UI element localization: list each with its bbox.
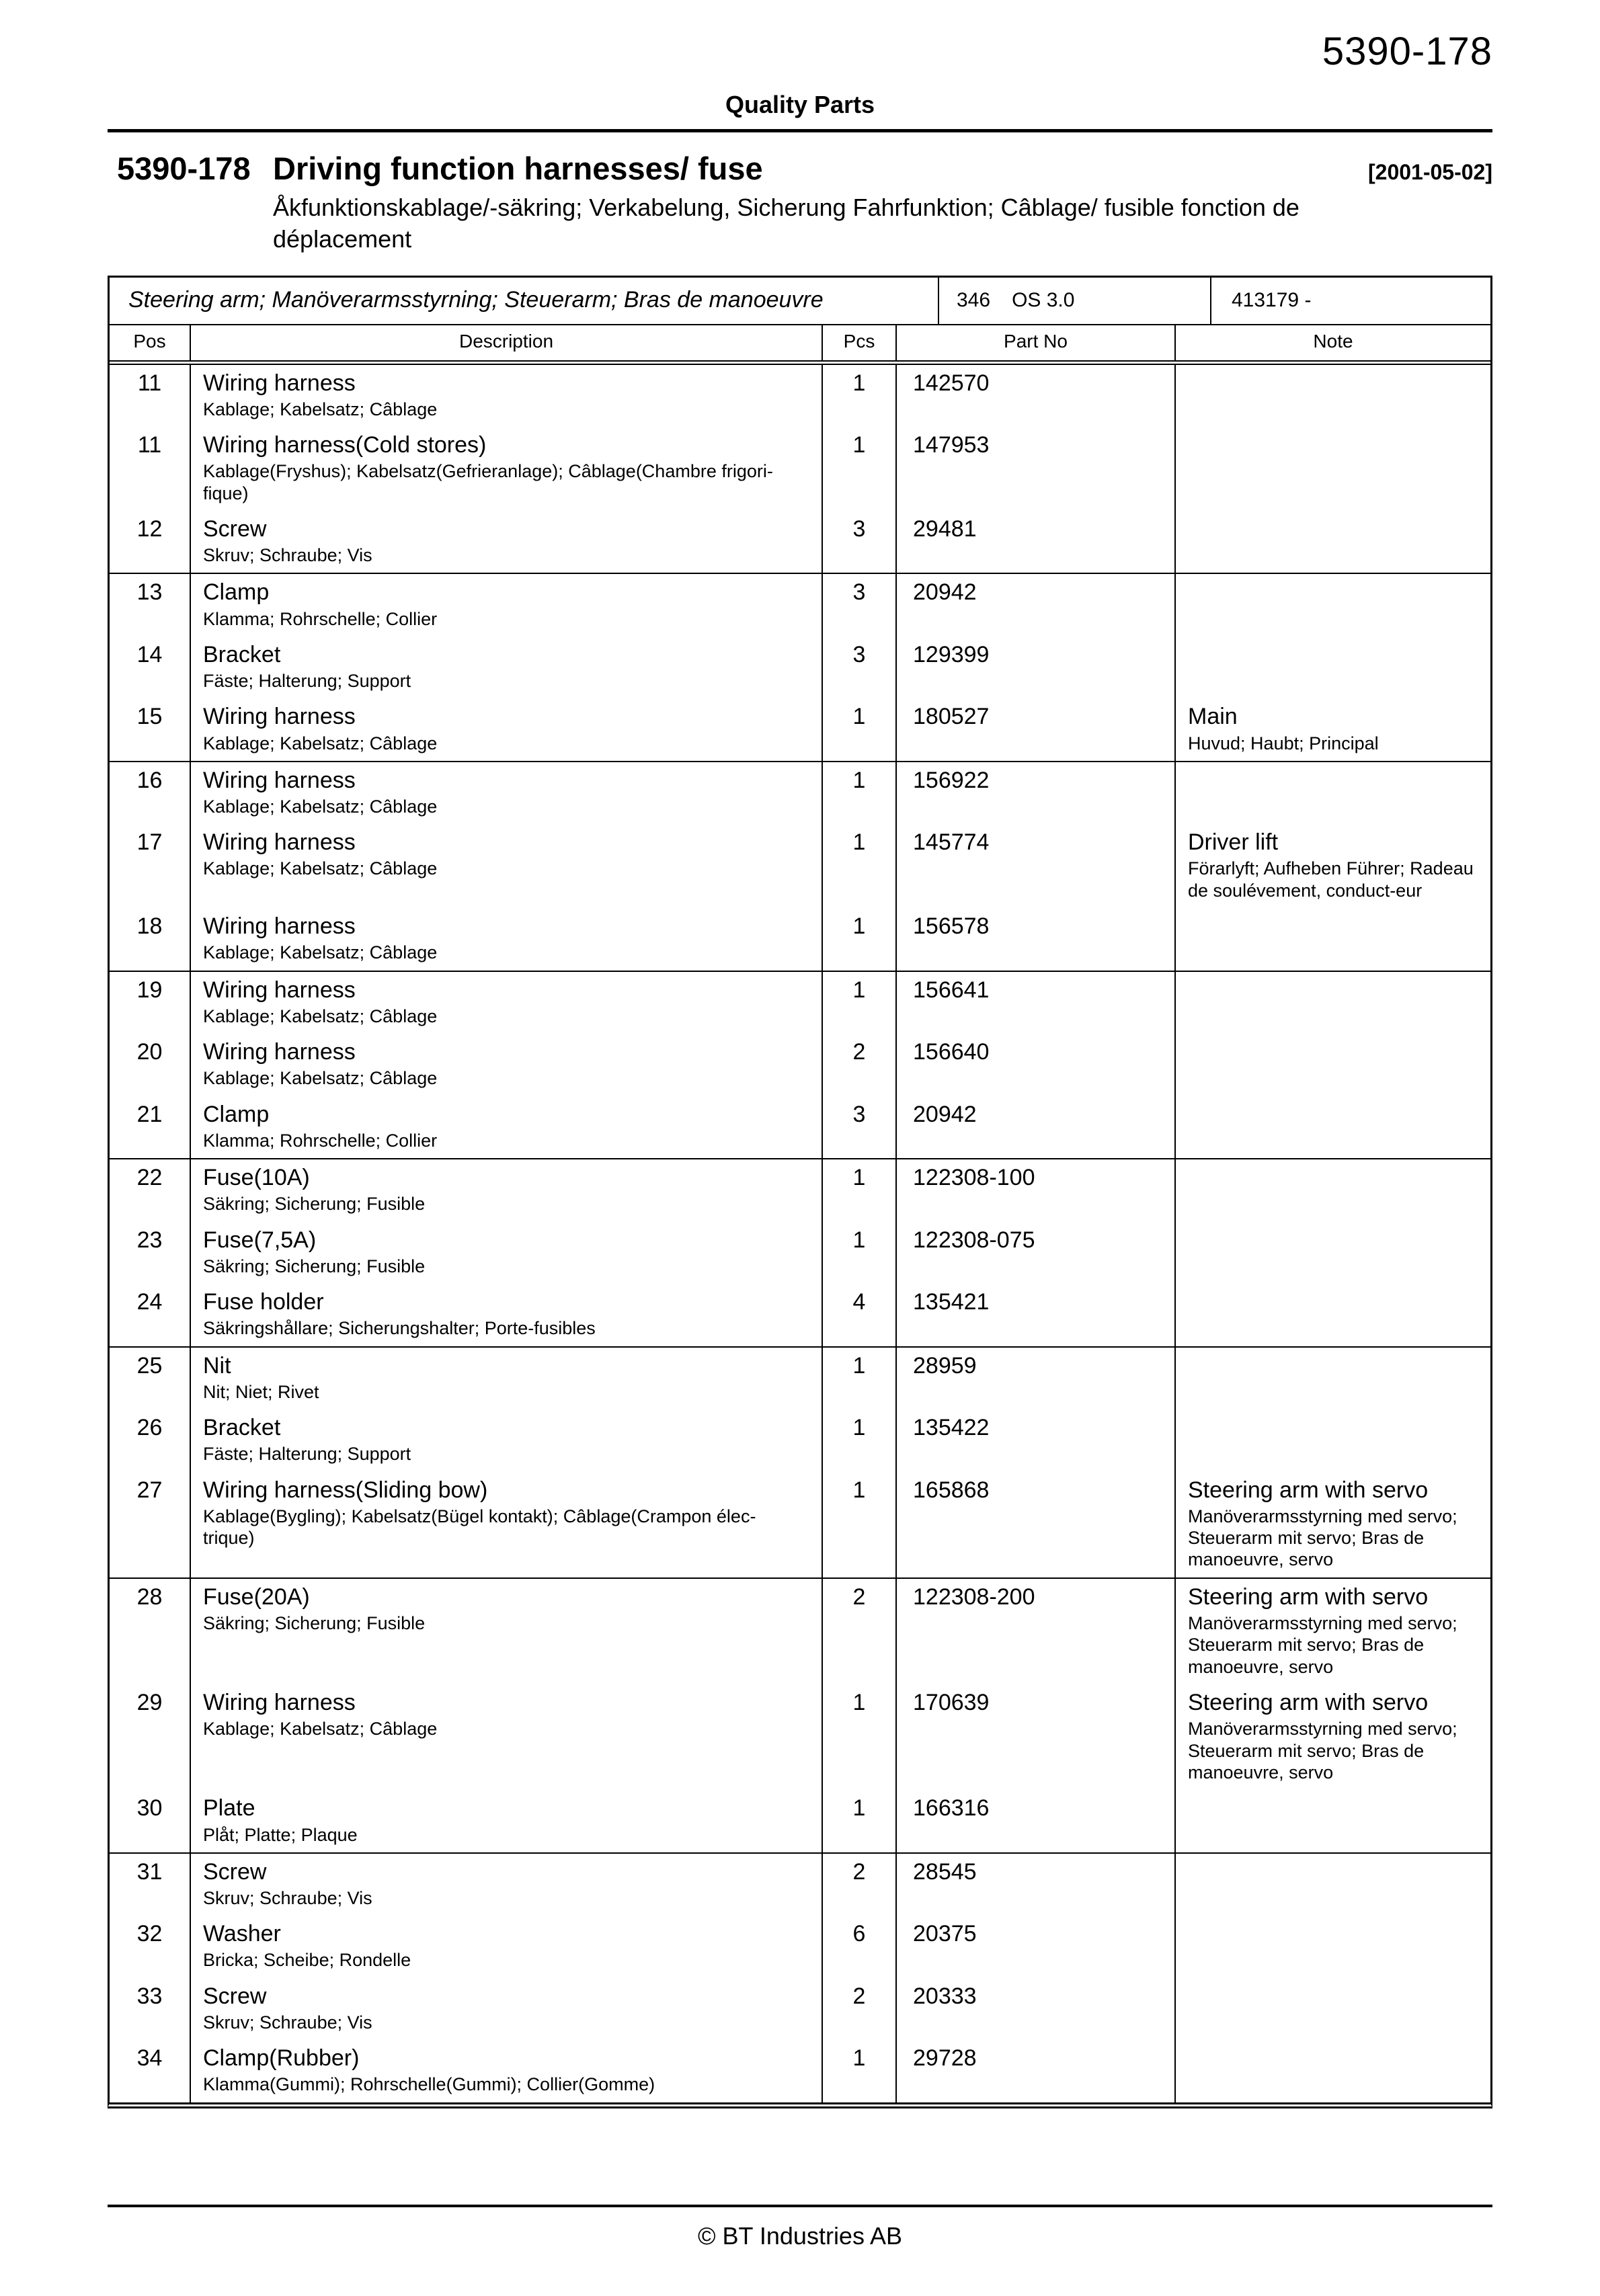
table-row	[110, 1978, 1490, 2040]
part-no-cell: 147953	[896, 427, 1175, 511]
pos-cell: 25	[110, 1347, 190, 1409]
description-subtext: Kablage; Kabelsatz; Câblage	[203, 796, 438, 817]
note-subtext: Manöverarmsstyrning med servo; Steuerarm mit servo; Bras de manoeuvre, servo	[1188, 1612, 1457, 1677]
table-row	[110, 762, 1490, 824]
description-text: Wiring harness	[203, 1039, 356, 1065]
table-row	[110, 971, 1490, 1034]
description-text: Wiring harness	[203, 1690, 356, 1716]
pcs-cell: 2	[822, 1034, 896, 1096]
pcs-cell: 1	[822, 1790, 896, 1852]
note-text: Steering arm with servo	[1188, 1477, 1429, 1503]
pos-cell: 19	[110, 971, 190, 1034]
table-row	[110, 1578, 1490, 1684]
note-cell	[1175, 824, 1490, 908]
pos-cell: 22	[110, 1159, 190, 1221]
pos-cell: 34	[110, 2040, 190, 2102]
description-subtext: Fäste; Halterung; Support	[203, 671, 411, 692]
pcs-cell: 1	[822, 1472, 896, 1578]
parts-table	[110, 325, 1490, 2102]
pcs-cell: 2	[822, 1853, 896, 1916]
pos-cell: 18	[110, 908, 190, 971]
description-text: Wiring harness	[203, 704, 356, 730]
parts-group	[110, 362, 1490, 573]
note-subtext: Manöverarmsstyrning med servo; Steuerarm mit servo; Bras de manoeuvre, servo	[1188, 1719, 1457, 1783]
description-subtext: Säkringshållare; Sicherungshalter; Porte-fusibles	[203, 1318, 596, 1339]
part-no-cell: 122308-100	[896, 1159, 1175, 1221]
description-subtext: Skruv; Schraube; Vis	[203, 1887, 372, 1908]
description-cell	[190, 362, 822, 427]
doc-number-top-right: 5390-178	[1322, 30, 1492, 73]
pos-cell: 17	[110, 824, 190, 908]
description-cell	[190, 573, 822, 636]
pos-cell: 32	[110, 1916, 190, 1977]
note-cell	[1175, 1978, 1490, 2040]
description-cell	[190, 1034, 822, 1096]
description-subtext: Kablage(Bygling); Kabelsatz(Bügel kontakt); Câblage(Crampon élec-trique)	[203, 1506, 756, 1549]
part-no-cell: 20375	[896, 1916, 1175, 1977]
pcs-cell: 1	[822, 698, 896, 761]
part-no-cell: 135422	[896, 1409, 1175, 1471]
description-subtext: Plåt; Platte; Plaque	[203, 1824, 358, 1845]
table-row	[110, 1472, 1490, 1578]
note-cell	[1175, 1284, 1490, 1346]
table-row	[110, 1096, 1490, 1159]
table-row	[110, 511, 1490, 573]
pcs-cell: 3	[822, 573, 896, 636]
part-no-cell: 142570	[896, 362, 1175, 427]
model-number: 346	[957, 289, 991, 312]
parts-group	[110, 1159, 1490, 1346]
table-row	[110, 698, 1490, 761]
description-subtext: Kablage(Fryshus); Kabelsatz(Gefrieranlage); Câblage(Chambre frigori-fique)	[203, 461, 773, 503]
pcs-cell: 1	[822, 1347, 896, 1409]
pcs-cell: 1	[822, 971, 896, 1034]
part-no-cell: 170639	[896, 1684, 1175, 1790]
note-cell	[1175, 637, 1490, 698]
page-subtitle: Åkfunktionskablage/-säkring; Verkabelung, Sicherung Fahrfunktion; Câblage/ fusible fonction de déplacement	[273, 194, 1299, 253]
part-no-cell: 20942	[896, 573, 1175, 636]
pcs-cell: 1	[822, 1684, 896, 1790]
parts-group	[110, 573, 1490, 761]
table-row	[110, 427, 1490, 511]
description-cell	[190, 1284, 822, 1346]
description-text: Fuse(20A)	[203, 1584, 310, 1610]
table-row	[110, 1222, 1490, 1284]
description-text: Fuse(10A)	[203, 1165, 310, 1191]
description-subtext: Säkring; Sicherung; Fusible	[203, 1612, 426, 1633]
description-cell	[190, 511, 822, 573]
note-cell	[1175, 1409, 1490, 1471]
column-header-row	[110, 325, 1490, 363]
part-no-cell: 165868	[896, 1472, 1175, 1578]
description-subtext: Bricka; Scheibe; Rondelle	[203, 1950, 411, 1971]
note-cell	[1175, 427, 1490, 511]
description-subtext: Nit; Niet; Rivet	[203, 1381, 319, 1402]
pcs-cell: 1	[822, 762, 896, 824]
description-cell	[190, 1684, 822, 1790]
parts-group	[110, 971, 1490, 1159]
description-text: Nit	[203, 1352, 231, 1379]
description-subtext: Kablage; Kabelsatz; Câblage	[203, 1719, 438, 1739]
description-subtext: Kablage; Kabelsatz; Câblage	[203, 399, 438, 419]
page-title: Driving function harnesses/ fuse	[273, 151, 763, 186]
description-text: Wiring harness	[203, 370, 356, 396]
description-cell	[190, 1916, 822, 1977]
description-text: Plate	[203, 1795, 255, 1821]
title-row	[108, 150, 1492, 187]
note-subtext: Huvud; Haubt; Principal	[1188, 733, 1379, 753]
pcs-cell: 3	[822, 1096, 896, 1159]
parts-group	[110, 762, 1490, 971]
description-subtext: Skruv; Schraube; Vis	[203, 2012, 372, 2033]
note-cell	[1175, 2040, 1490, 2102]
pos-cell: 24	[110, 1284, 190, 1346]
description-subtext: Klamma; Rohrschelle; Collier	[203, 1130, 438, 1151]
description-subtext: Skruv; Schraube; Vis	[203, 545, 372, 566]
description-text: Wiring harness	[203, 913, 356, 940]
description-subtext: Kablage; Kabelsatz; Câblage	[203, 858, 438, 879]
pcs-cell: 1	[822, 908, 896, 971]
col-header-note: Note	[1175, 325, 1490, 363]
revision-date: [2001-05-02]	[1368, 160, 1492, 184]
description-text: Wiring harness	[203, 829, 356, 856]
part-no-cell: 28545	[896, 1853, 1175, 1916]
description-cell	[190, 1853, 822, 1916]
description-subtext: Klamma; Rohrschelle; Collier	[203, 608, 438, 629]
note-cell	[1175, 698, 1490, 761]
part-no-cell: 129399	[896, 637, 1175, 698]
note-cell	[1175, 511, 1490, 573]
table-row	[110, 824, 1490, 908]
pos-cell: 23	[110, 1222, 190, 1284]
note-text: Steering arm with servo	[1188, 1690, 1429, 1716]
part-no-cell: 135421	[896, 1284, 1175, 1346]
part-no-cell: 28959	[896, 1347, 1175, 1409]
note-cell	[1175, 971, 1490, 1034]
description-subtext: Fäste; Halterung; Support	[203, 1444, 411, 1465]
pcs-cell: 1	[822, 2040, 896, 2102]
pos-cell: 11	[110, 362, 190, 427]
parts-table-head	[110, 325, 1490, 363]
description-text: Clamp	[203, 1101, 270, 1127]
description-subtext: Klamma(Gummi); Rohrschelle(Gummi); Collier(Gomme)	[203, 2074, 655, 2095]
pos-cell: 15	[110, 698, 190, 761]
pcs-cell: 2	[822, 1978, 896, 2040]
document-page	[0, 32, 1600, 2296]
description-text: Fuse(7,5A)	[203, 1227, 317, 1253]
table-row	[110, 1347, 1490, 1409]
col-header-part-no: Part No	[896, 325, 1175, 363]
note-cell	[1175, 362, 1490, 427]
col-header-description: Description	[190, 325, 822, 363]
description-subtext: Säkring; Sicherung; Fusible	[203, 1194, 426, 1215]
pos-cell: 11	[110, 427, 190, 511]
description-cell	[190, 698, 822, 761]
description-cell	[190, 1222, 822, 1284]
note-cell	[1175, 1684, 1490, 1790]
note-cell	[1175, 1790, 1490, 1852]
pcs-cell: 6	[822, 1916, 896, 1977]
table-row	[110, 1034, 1490, 1096]
note-subtext: Förarlyft; Aufheben Führer; Radeau de soulévement, conduct-eur	[1188, 858, 1474, 901]
description-subtext: Kablage; Kabelsatz; Câblage	[203, 733, 438, 753]
pcs-cell: 4	[822, 1284, 896, 1346]
pos-cell: 28	[110, 1578, 190, 1684]
description-text: Washer	[203, 1921, 281, 1947]
pcs-cell: 2	[822, 1578, 896, 1684]
part-no-cell: 122308-200	[896, 1578, 1175, 1684]
footer-copyright: © BT Industries AB	[108, 2205, 1492, 2250]
description-text: Clamp(Rubber)	[203, 2045, 360, 2072]
description-cell	[190, 824, 822, 908]
parts-table-container	[108, 276, 1492, 2108]
model-info	[938, 278, 1210, 324]
description-text: Wiring harness(Sliding bow)	[203, 1477, 488, 1503]
header-rule	[108, 129, 1492, 132]
description-cell	[190, 762, 822, 824]
description-cell	[190, 1790, 822, 1852]
part-no-cell: 145774	[896, 824, 1175, 908]
pos-cell: 21	[110, 1096, 190, 1159]
note-cell	[1175, 1472, 1490, 1578]
part-no-cell: 122308-075	[896, 1222, 1175, 1284]
table-row	[110, 1916, 1490, 1977]
os-version: OS 3.0	[1012, 289, 1075, 312]
part-no-cell: 156922	[896, 762, 1175, 824]
parts-group	[110, 1853, 1490, 2102]
description-cell	[190, 1472, 822, 1578]
pcs-cell: 3	[822, 637, 896, 698]
description-text: Screw	[203, 1983, 267, 2009]
note-text: Main	[1188, 704, 1238, 730]
table-row	[110, 1684, 1490, 1790]
description-text: Screw	[203, 1858, 267, 1885]
description-cell	[190, 1978, 822, 2040]
note-cell	[1175, 1034, 1490, 1096]
pcs-cell: 1	[822, 1159, 896, 1221]
part-no-cell: 20333	[896, 1978, 1175, 2040]
part-no-cell: 156578	[896, 908, 1175, 971]
description-cell	[190, 971, 822, 1034]
table-row	[110, 1159, 1490, 1221]
description-text: Wiring harness	[203, 977, 356, 1003]
pos-cell: 20	[110, 1034, 190, 1096]
col-header-pos: Pos	[110, 325, 190, 363]
col-header-pcs: Pcs	[822, 325, 896, 363]
note-text: Driver lift	[1188, 829, 1279, 856]
description-cell	[190, 1409, 822, 1471]
description-cell	[190, 1096, 822, 1159]
description-subtext: Säkring; Sicherung; Fusible	[203, 1256, 426, 1276]
part-no-cell: 20942	[896, 1096, 1175, 1159]
pos-cell: 31	[110, 1853, 190, 1916]
pcs-cell: 1	[822, 362, 896, 427]
pcs-cell: 1	[822, 427, 896, 511]
note-cell	[1175, 1096, 1490, 1159]
table-row	[110, 1790, 1490, 1852]
pos-cell: 26	[110, 1409, 190, 1471]
note-cell	[1175, 1578, 1490, 1684]
pos-cell: 27	[110, 1472, 190, 1578]
pos-cell: 30	[110, 1790, 190, 1852]
pcs-cell: 1	[822, 1222, 896, 1284]
pos-cell: 29	[110, 1684, 190, 1790]
parts-group	[110, 1347, 1490, 1578]
description-subtext: Kablage; Kabelsatz; Câblage	[203, 1006, 438, 1026]
note-cell	[1175, 908, 1490, 971]
description-cell	[190, 908, 822, 971]
parts-group	[110, 1578, 1490, 1853]
description-cell	[190, 637, 822, 698]
section-code: 5390-178	[117, 151, 251, 186]
note-cell	[1175, 573, 1490, 636]
part-no-cell: 29728	[896, 2040, 1175, 2102]
part-no-cell: 29481	[896, 511, 1175, 573]
description-text: Wiring harness(Cold stores)	[203, 432, 487, 458]
pcs-cell: 3	[822, 511, 896, 573]
description-cell	[190, 1159, 822, 1221]
table-row	[110, 1409, 1490, 1471]
description-text: Fuse holder	[203, 1289, 324, 1315]
pcs-cell: 1	[822, 1409, 896, 1471]
description-cell	[190, 427, 822, 511]
description-text: Bracket	[203, 1415, 281, 1441]
assembly-name: Steering arm; Manöverarmsstyrning; Steuerarm; Bras de manoeuvre	[128, 286, 824, 313]
brand-title: Quality Parts	[725, 91, 875, 118]
assembly-section-header	[110, 278, 1490, 325]
note-cell	[1175, 1222, 1490, 1284]
part-no-cell: 166316	[896, 1790, 1175, 1852]
note-text: Steering arm with servo	[1188, 1584, 1429, 1610]
description-subtext: Kablage; Kabelsatz; Câblage	[203, 942, 438, 963]
part-no-cell: 156640	[896, 1034, 1175, 1096]
description-text: Wiring harness	[203, 767, 356, 793]
note-cell	[1175, 1159, 1490, 1221]
table-row	[110, 1284, 1490, 1346]
table-row	[110, 908, 1490, 971]
pos-cell: 12	[110, 511, 190, 573]
note-cell	[1175, 1916, 1490, 1977]
note-subtext: Manöverarmsstyrning med servo; Steuerarm mit servo; Bras de manoeuvre, servo	[1188, 1506, 1457, 1570]
pos-cell: 13	[110, 573, 190, 636]
serial-range-value: 413179 -	[1232, 289, 1312, 312]
description-subtext: Kablage; Kabelsatz; Câblage	[203, 1068, 438, 1089]
note-cell	[1175, 762, 1490, 824]
description-text: Bracket	[203, 641, 281, 667]
description-text: Screw	[203, 516, 267, 542]
note-cell	[1175, 1347, 1490, 1409]
table-row	[110, 2040, 1490, 2102]
pos-cell: 33	[110, 1978, 190, 2040]
pos-cell: 14	[110, 637, 190, 698]
description-text: Clamp	[203, 579, 270, 606]
serial-range	[1210, 278, 1490, 324]
description-cell	[190, 1578, 822, 1684]
part-no-cell: 156641	[896, 971, 1175, 1034]
table-row	[110, 1853, 1490, 1916]
part-no-cell: 180527	[896, 698, 1175, 761]
pos-cell: 16	[110, 762, 190, 824]
note-cell	[1175, 1853, 1490, 1916]
description-cell	[190, 1347, 822, 1409]
table-row	[110, 637, 1490, 698]
table-row	[110, 362, 1490, 427]
table-row	[110, 573, 1490, 636]
pcs-cell: 1	[822, 824, 896, 908]
description-cell	[190, 2040, 822, 2102]
